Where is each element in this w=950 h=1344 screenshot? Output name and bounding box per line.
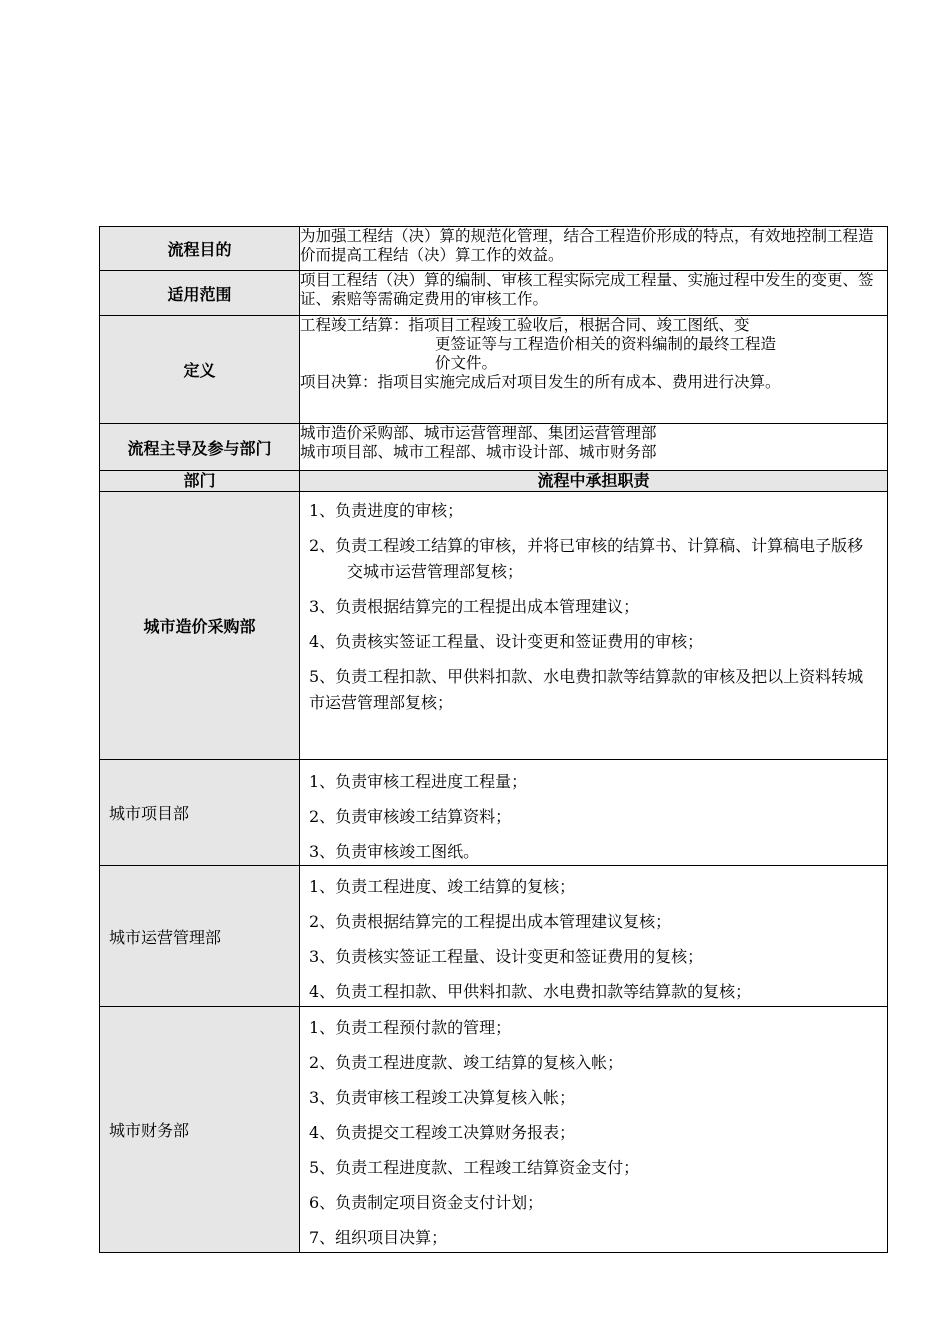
duty-item: 3、负责核实签证工程量、设计变更和签证费用的复核； (309, 947, 704, 966)
duty-item: 1、负责工程进度、竣工结算的复核； (309, 877, 576, 896)
scope-row (100, 271, 888, 316)
duty-item: 5、负责工程进度款、工程竣工结算资金支付； (309, 1158, 640, 1177)
departments-row (100, 424, 888, 471)
definition-line: 价文件。 (435, 354, 498, 372)
dept-duties (300, 1007, 888, 1253)
scope-text: 项目工程结（决）算的编制、审核工程实际完成工程量、实施过程中发生的变更、签证、索赔等需确定费用的审核工作。 (300, 271, 888, 316)
duty-item: 5、负责工程扣款、甲供料扣款、水电费扣款等结算款的审核及把以上资料转城市运营管理部复核； (309, 667, 864, 712)
duty-item: 4、负责工程扣款、甲供料扣款、水电费扣款等结算款的复核； (309, 982, 752, 1001)
definition-text (300, 316, 888, 424)
duty-item: 1、负责进度的审核； (309, 501, 464, 520)
dept-row (100, 760, 888, 866)
departments-line: 城市项目部、城市工程部、城市设计部、城市财务部 (300, 443, 657, 461)
departments-text (300, 424, 888, 471)
duty-item: 1、负责工程预付款的管理； (309, 1018, 512, 1037)
duty-item: 2、负责工程进度款、竣工结算的复核入帐； (309, 1053, 624, 1072)
duty-item: 4、负责核实签证工程量、设计变更和签证费用的审核； (309, 632, 704, 651)
definition-line: 工程竣工结算：指项目工程竣工验收后，根据合同、竣工图纸、变 (300, 316, 750, 334)
departments-line: 城市造价采购部、城市运营管理部、集团运营管理部 (300, 424, 657, 442)
purpose-text: 为加强工程结（决）算的规范化管理，结合工程造价形成的特点，有效地控制工程造价而提高工程结（决）算工作的效益。 (300, 227, 888, 271)
duty-item: 2、负责审核竣工结算资料； (309, 807, 512, 826)
definition-row (100, 316, 888, 424)
dept-name: 城市造价采购部 (100, 492, 300, 760)
dept-header: 部门 (100, 471, 300, 492)
dept-row (100, 1007, 888, 1253)
dept-row (100, 866, 888, 1007)
scope-label: 适用范围 (100, 271, 300, 316)
duty-header: 流程中承担职责 (300, 471, 888, 492)
definition-label: 定义 (100, 316, 300, 424)
dept-name: 城市财务部 (100, 1007, 300, 1253)
duty-item: 7、组织项目决算； (309, 1228, 448, 1247)
definition-line: 项目决算：指项目实施完成后对项目发生的所有成本、费用进行决算。 (300, 373, 781, 391)
duty-item: 1、负责审核工程进度工程量； (309, 772, 528, 791)
duty-item: 2、负责根据结算完的工程提出成本管理建议复核； (309, 912, 672, 931)
duty-item: 2、负责工程竣工结算的审核，并将已审核的结算书、计算稿、计算稿电子版移交城市运营管理部复核； (309, 536, 864, 581)
duty-item: 3、负责根据结算完的工程提出成本管理建议； (309, 597, 640, 616)
dept-name: 城市运营管理部 (100, 866, 300, 1007)
duty-item: 3、负责审核竣工图纸。 (309, 842, 480, 861)
departments-label: 流程主导及参与部门 (100, 424, 300, 471)
dept-duties (300, 866, 888, 1007)
definition-line: 更签证等与工程造价相关的资料编制的最终工程造 (435, 335, 777, 353)
dept-row (100, 492, 888, 760)
dept-duties (300, 492, 888, 760)
duty-item: 6、负责制定项目资金支付计划； (309, 1193, 544, 1212)
duty-item: 4、负责提交工程竣工决算财务报表； (309, 1123, 576, 1142)
process-table (99, 226, 888, 1253)
purpose-row (100, 227, 888, 271)
duty-item: 3、负责审核工程竣工决算复核入帐； (309, 1088, 576, 1107)
dept-duties (300, 760, 888, 866)
purpose-label: 流程目的 (100, 227, 300, 271)
duty-header-row (100, 471, 888, 492)
dept-name: 城市项目部 (100, 760, 300, 866)
